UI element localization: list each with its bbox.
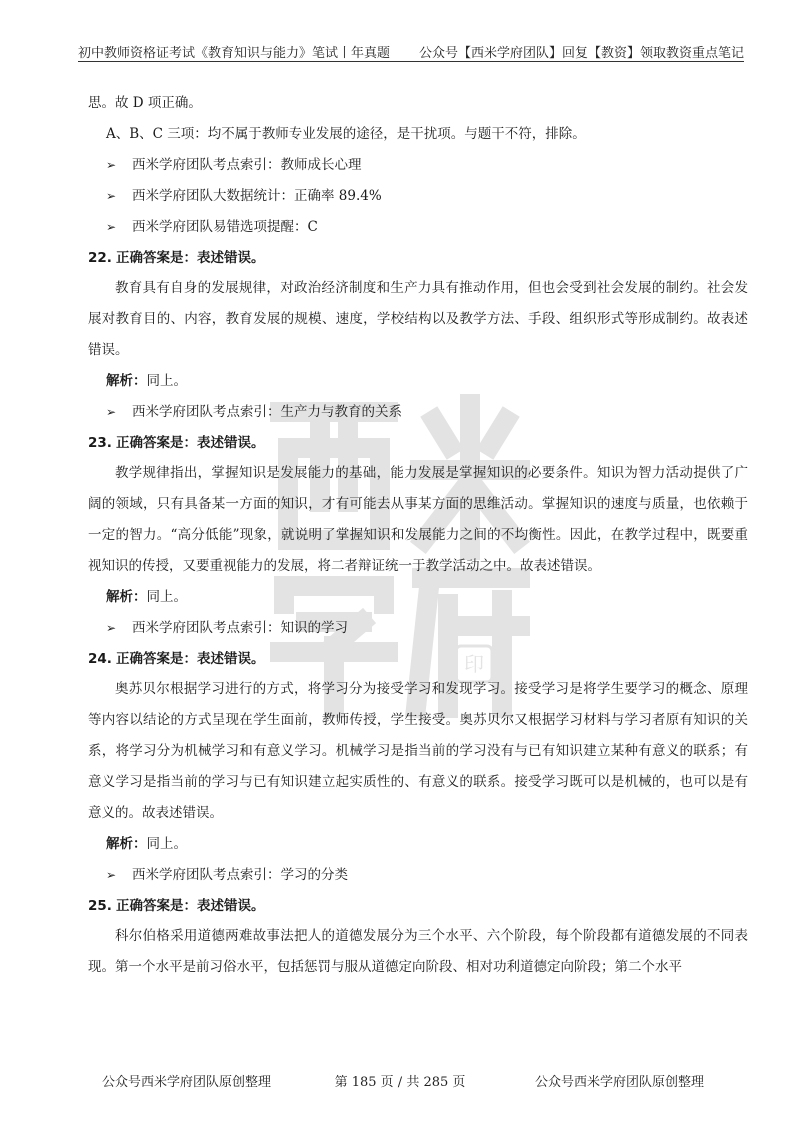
question-22-explanation: 教育具有自身的发展规律，对政治经济制度和生产力具有推动作用，但也会受到社会发展的制约。社会发展对教育目的、内容，教育发展的规模、速度，学校结构以及教学方法、手段、组织形式等形成制约。故表述错误。 xyxy=(88,280,748,358)
footer-left-credit: 公众号西米学府团队原创整理 xyxy=(102,1075,272,1090)
footer-right-credit: 公众号西米学府团队原创整理 xyxy=(534,1075,704,1090)
question-24-analysis: 解析：同上。 xyxy=(106,836,187,852)
arrow-bullet-icon: ➢ xyxy=(106,621,117,635)
header-promo: 公众号【西米学府团队】回复【教资】领取教资重点笔记 xyxy=(418,46,744,61)
arrow-bullet-icon: ➢ xyxy=(106,189,117,203)
question-25-heading: 25. 正确答案是：表述错误。 xyxy=(88,898,265,914)
page-header xyxy=(78,38,744,60)
arrow-bullet-icon: ➢ xyxy=(106,220,117,234)
question-24-knowledge-point: ➢ 西米学府团队考点索引：学习的分类 xyxy=(88,860,748,891)
previous-answer-continuation: 思。故 D 项正确。 xyxy=(88,95,202,111)
question-24-heading: 24. 正确答案是：表述错误。 xyxy=(88,651,265,667)
svg-text:印: 印 xyxy=(464,652,484,676)
header-divider xyxy=(78,61,744,62)
page-content xyxy=(88,88,748,983)
statistics-bullet: ➢ 西米学府团队大数据统计：正确率 89.4% xyxy=(88,181,748,212)
question-22-heading: 22. 正确答案是：表述错误。 xyxy=(88,250,265,266)
question-23-knowledge-point: ➢ 西米学府团队考点索引：知识的学习 xyxy=(88,613,748,644)
question-22-knowledge-point: ➢ 西米学府团队考点索引：生产力与教育的关系 xyxy=(88,397,748,428)
question-23-heading: 23. 正确答案是：表述错误。 xyxy=(88,435,265,451)
other-options-explanation: A、B、C 三项：均不属于教师专业发展的途径，是干扰项。与题干不符，排除。 xyxy=(106,126,586,142)
arrow-bullet-icon: ➢ xyxy=(106,868,117,882)
question-23-analysis: 解析：同上。 xyxy=(106,589,187,605)
question-24-explanation: 奥苏贝尔根据学习进行的方式，将学习分为接受学习和发现学习。接受学习是将学生要学习的概念、原理等内容以结论的方式呈现在学生面前，教师传授，学生接受。奥苏贝尔又根据学习材料与学习者原有知识的关系，将学习分为机械学习和有意义学习。机械学习是指当前的学习没有与已有知识建立某种有意义的联系；有意义学习是指当前的学习与已有知识建立起实质性的、有意义的联系。接受学习既可以是机械的，也可以是有意义的。故表述错误。 xyxy=(88,681,748,821)
arrow-bullet-icon: ➢ xyxy=(106,405,117,419)
question-25-explanation: 科尔伯格采用道德两难故事法把人的道德发展分为三个水平、六个阶段，每个阶段都有道德发展的不同表现。第一个水平是前习俗水平，包括惩罚与服从道德定向阶段、相对功利道德定向阶段；第二个水平 xyxy=(88,928,748,975)
page-footer xyxy=(0,1068,800,1090)
header-title: 初中教师资格证考试《教育知识与能力》笔试丨年真题 xyxy=(78,46,391,61)
knowledge-point-bullet: ➢ 西米学府团队考点索引：教师成长心理 xyxy=(88,150,748,181)
question-23-explanation: 教学规律指出，掌握知识是发展能力的基础，能力发展是掌握知识的必要条件。知识为智力活动提供了广阔的领域，只有具备某一方面的知识，才有可能去从事某方面的思维活动。掌握知识的速度与质量，也依赖于一定的智力。“高分低能”现象，就说明了掌握知识和发展能力之间的不均衡性。因此，在教学过程中，既要重视知识的传授，又要重视能力的发展，将二者辩证统一于教学活动之中。故表述错误。 xyxy=(88,465,748,574)
error-reminder-bullet: ➢ 西米学府团队易错选项提醒：C xyxy=(88,212,748,243)
question-22-analysis: 解析：同上。 xyxy=(106,373,187,389)
page-number: 第 185 页 / 共 285 页 xyxy=(334,1075,466,1090)
arrow-bullet-icon: ➢ xyxy=(106,158,117,172)
